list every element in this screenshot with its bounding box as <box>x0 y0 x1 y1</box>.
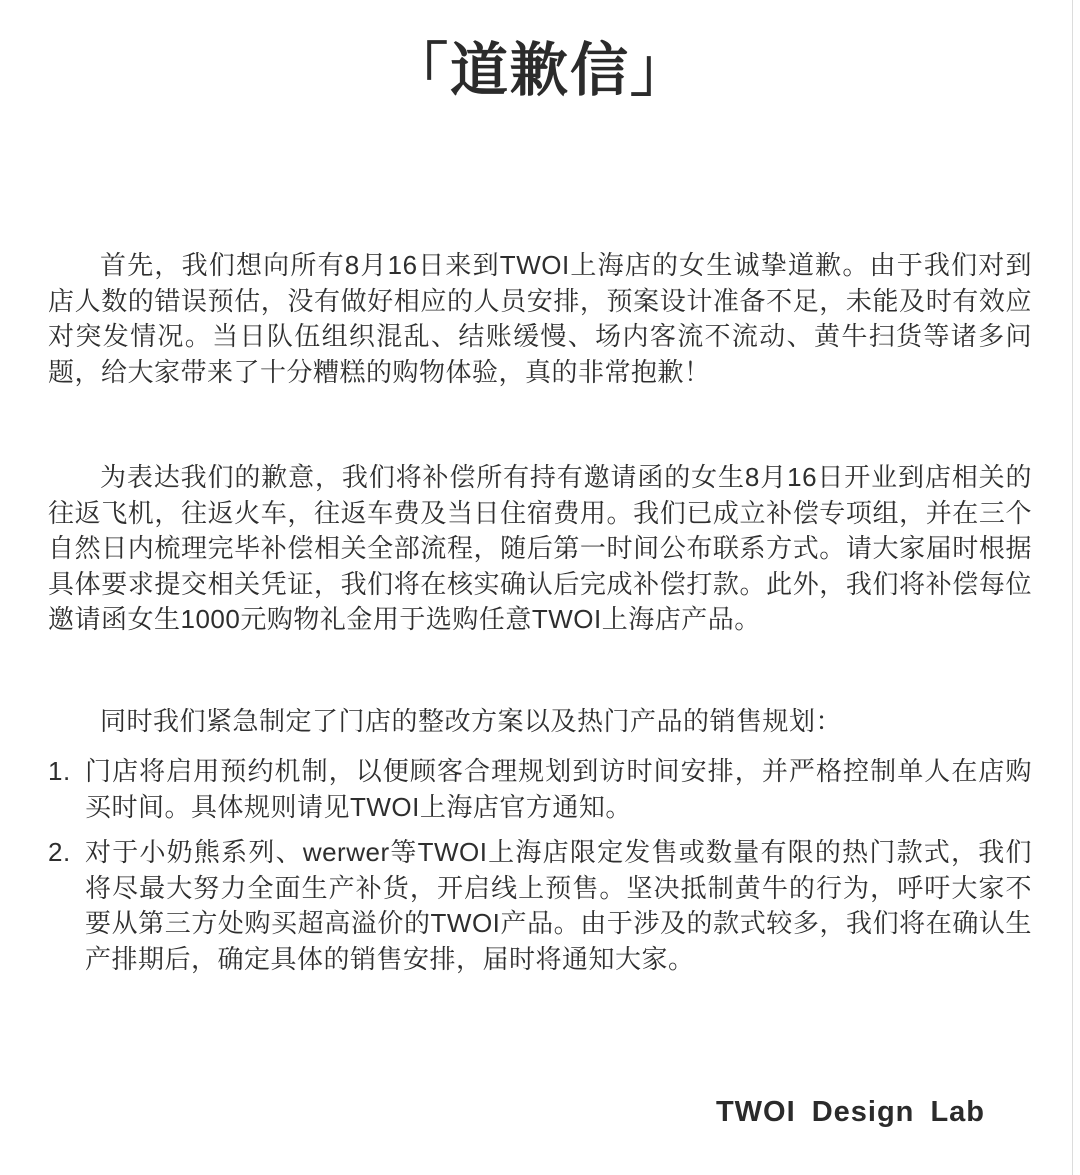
list-item-number: 1. <box>48 756 71 786</box>
plan-list-item-2 <box>48 835 1032 977</box>
list-item-text: 对于小奶熊系列、werwer等TWOI上海店限定发售或数量有限的热门款式，我们将尽最大努力全面生产补货，开启线上预售。坚决抵制黄牛的行为，呼吁大家不要从第三方处购买超高溢价的TWOI产品。由于涉及的款式较多，我们将在确认生产排期后，确定具体的销售安排，届时将通知大家。 <box>85 837 1032 974</box>
paragraph-apology: 首先，我们想向所有8月16日来到TWOI上海店的女生诚挚道歉。由于我们对到店人数的错误预估，没有做好相应的人员安排，预案设计准备不足，未能及时有效应对突发情况。当日队伍组织混乱、结账缓慢、场内客流不流动、黄牛扫货等诸多问题，给大家带来了十分糟糕的购物体验，真的非常抱歉！ <box>48 250 1032 387</box>
brand-signature: TWOI Design Lab <box>715 1096 985 1128</box>
plan-list <box>0 754 1080 977</box>
list-item-text: 门店将启用预约机制，以便顾客合理规划到访时间安排，并严格控制单人在店购买时间。具体规则请见TWOI上海店官方通知。 <box>85 756 1032 822</box>
list-item-number: 2. <box>48 837 71 867</box>
document-title: 「道歉信」 <box>389 38 690 103</box>
plan-list-item-1 <box>48 754 1032 825</box>
paragraph-compensation: 为表达我们的歉意，我们将补偿所有持有邀请函的女生8月16日开业到店相关的往返飞机，往返火车，往返车费及当日住宿费用。我们已成立补偿专项组，并在三个自然日内梳理完毕补偿相关全部流程，随后第一时间公布联系方式。请大家届时根据具体要求提交相关凭证，我们将在核实确认后完成补偿打款。此外，我们将补偿每位邀请函女生1000元购物礼金用于选购任意TWOI上海店产品。 <box>48 462 1032 634</box>
paragraph-plan-intro: 同时我们紧急制定了门店的整改方案以及热门产品的销售规划： <box>100 705 843 736</box>
page-edge-divider <box>1072 0 1073 1175</box>
